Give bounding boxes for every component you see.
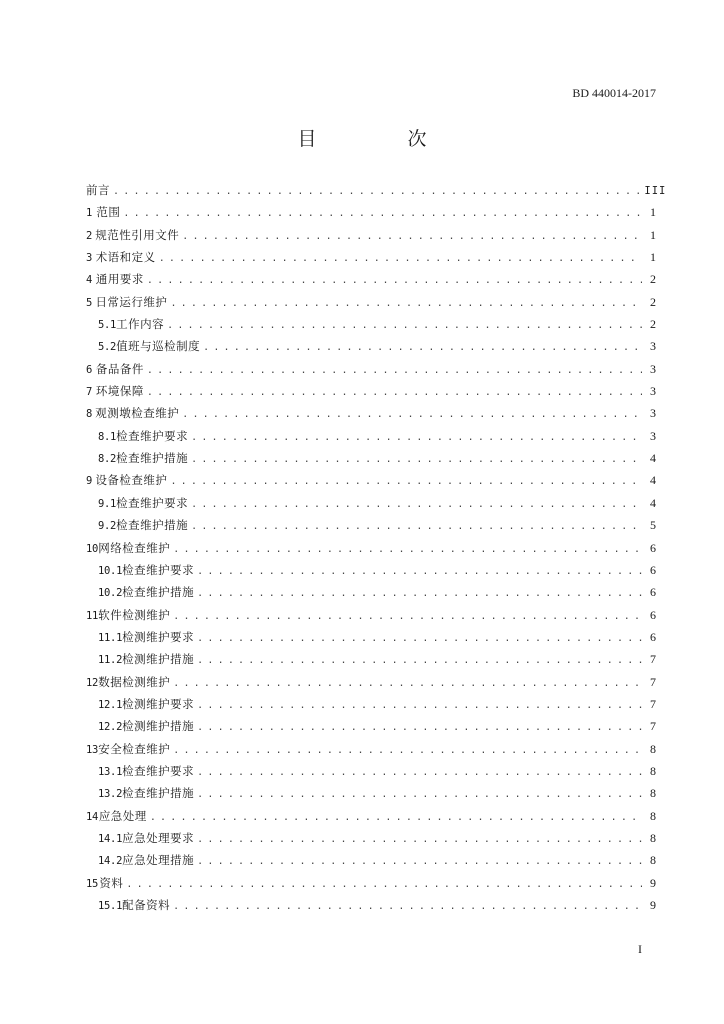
toc-dot-leader bbox=[173, 740, 642, 762]
toc-entry-page: 1 bbox=[650, 205, 656, 220]
toc-entry-page: 7 bbox=[650, 696, 656, 711]
toc-entry-page: 7 bbox=[650, 652, 656, 667]
toc-entry-page: 9 bbox=[650, 875, 656, 890]
toc-dot-leader bbox=[173, 539, 642, 561]
toc-entry-page: 3 bbox=[650, 361, 656, 376]
toc-dot-leader bbox=[197, 628, 642, 650]
toc-entry-number: 9.2 bbox=[98, 520, 117, 533]
toc-entry-page: 8 bbox=[650, 830, 656, 845]
toc-entry-title: 检查维护要求 bbox=[122, 562, 195, 577]
toc-entry-page: 8 bbox=[650, 853, 656, 868]
toc-entry[interactable] bbox=[86, 626, 656, 648]
toc-dot-leader bbox=[173, 606, 642, 628]
page-title: 目 次 bbox=[297, 128, 463, 150]
toc-dot-leader bbox=[147, 382, 642, 404]
toc-entry-title: 检查维护要求 bbox=[122, 763, 195, 778]
toc-entry-page: 9 bbox=[650, 898, 656, 912]
toc-entry-number: 8.1 bbox=[98, 430, 117, 443]
toc-entry-number: 8 bbox=[86, 408, 93, 421]
toc-entry-number: 7 bbox=[86, 386, 93, 399]
toc-entry-number: 15.1 bbox=[98, 900, 123, 912]
toc-dot-leader bbox=[197, 583, 642, 605]
table-of-contents bbox=[86, 179, 667, 916]
toc-entry[interactable] bbox=[86, 469, 656, 491]
toc-dot-leader bbox=[173, 896, 642, 918]
toc-entry-page: 7 bbox=[650, 719, 656, 734]
toc-entry-number: 6 bbox=[86, 363, 93, 376]
toc-entry-page: 3 bbox=[650, 384, 656, 399]
toc-dot-leader bbox=[197, 829, 642, 851]
toc-entry-title: 检查维护措施 bbox=[122, 585, 195, 600]
toc-dot-leader bbox=[203, 337, 642, 359]
toc-dot-leader bbox=[126, 874, 642, 896]
toc-dot-leader bbox=[197, 561, 642, 583]
toc-entry[interactable] bbox=[86, 514, 656, 536]
toc-entry-title: 范围 bbox=[96, 205, 121, 220]
toc-entry-page: 6 bbox=[650, 540, 656, 555]
toc-entry-title: 术语和定义 bbox=[95, 250, 156, 265]
toc-entry-page: III bbox=[644, 185, 667, 197]
toc-entry[interactable] bbox=[86, 224, 656, 246]
toc-entry-title: 配备资料 bbox=[122, 898, 171, 912]
toc-entry[interactable] bbox=[86, 693, 656, 715]
toc-dot-leader bbox=[197, 695, 642, 717]
toc-entry[interactable] bbox=[86, 849, 656, 871]
toc-entry-title: 规范性引用文件 bbox=[95, 227, 180, 242]
toc-entry-page: 1 bbox=[650, 250, 656, 265]
toc-entry-number: 13.1 bbox=[98, 765, 123, 778]
toc-entry-page: 8 bbox=[650, 786, 656, 801]
toc-entry-page: 2 bbox=[650, 272, 656, 287]
toc-entry-title: 应急处理 bbox=[98, 808, 147, 823]
toc-dot-leader bbox=[191, 494, 642, 516]
toc-dot-leader bbox=[197, 851, 642, 873]
toc-entry-page: 7 bbox=[650, 674, 656, 689]
toc-entry-number: 11.2 bbox=[98, 654, 123, 667]
toc-dot-leader bbox=[197, 650, 642, 672]
toc-dot-leader bbox=[170, 293, 642, 315]
toc-dot-leader bbox=[197, 762, 642, 784]
toc-entry[interactable] bbox=[86, 492, 656, 514]
toc-entry[interactable] bbox=[86, 872, 656, 894]
toc-entry[interactable] bbox=[86, 246, 656, 268]
toc-entry-title: 安全检查维护 bbox=[98, 741, 171, 756]
toc-entry-title: 检测维护要求 bbox=[122, 629, 195, 644]
toc-dot-leader bbox=[197, 784, 642, 806]
toc-dot-leader bbox=[182, 404, 642, 426]
toc-entry[interactable] bbox=[86, 894, 656, 916]
toc-entry[interactable] bbox=[86, 715, 656, 737]
toc-entry[interactable] bbox=[86, 559, 656, 581]
toc-entry-number: 14 bbox=[86, 810, 99, 823]
toc-entry-page: 2 bbox=[650, 317, 656, 332]
toc-entry-number: 13 bbox=[86, 743, 99, 756]
toc-entry[interactable] bbox=[86, 760, 656, 782]
toc-entry-page: 6 bbox=[650, 585, 656, 600]
toc-entry[interactable] bbox=[86, 425, 656, 447]
toc-entry-number: 12.1 bbox=[98, 698, 123, 711]
toc-dot-leader bbox=[167, 315, 642, 337]
toc-entry-number: 10.1 bbox=[98, 564, 123, 577]
toc-entry-number: 3 bbox=[86, 252, 93, 265]
toc-entry-title: 网络检查维护 bbox=[98, 540, 171, 555]
toc-entry-title: 检测维护措施 bbox=[122, 652, 195, 667]
toc-entry-title: 数据检测维护 bbox=[98, 674, 171, 689]
toc-entry-page: 8 bbox=[650, 763, 656, 778]
toc-dot-leader bbox=[147, 360, 642, 382]
toc-entry-title: 通用要求 bbox=[95, 272, 144, 287]
toc-entry-number: 14.1 bbox=[98, 832, 123, 845]
toc-dot-leader bbox=[173, 673, 642, 695]
toc-dot-leader bbox=[159, 248, 642, 270]
toc-entry-title: 软件检测维护 bbox=[98, 607, 171, 622]
toc-entry-number: 9 bbox=[86, 475, 93, 488]
toc-entry-number: 5 bbox=[86, 296, 93, 309]
toc-entry-number: 9.1 bbox=[98, 497, 117, 510]
toc-entry[interactable] bbox=[86, 537, 656, 559]
toc-entry-page: 3 bbox=[650, 339, 656, 354]
toc-entry-page: 5 bbox=[650, 518, 656, 533]
toc-entry-title: 前言 bbox=[86, 183, 110, 197]
toc-entry-number: 14.2 bbox=[98, 855, 123, 868]
toc-entry[interactable] bbox=[86, 201, 656, 223]
toc-dot-leader bbox=[182, 226, 642, 248]
toc-entry-page: 3 bbox=[650, 406, 656, 421]
toc-entry[interactable] bbox=[86, 782, 656, 804]
toc-entry[interactable] bbox=[86, 447, 656, 469]
toc-entry-number: 10.2 bbox=[98, 587, 123, 600]
toc-dot-leader bbox=[150, 807, 642, 829]
toc-entry-title: 值班与巡检制度 bbox=[116, 339, 201, 354]
toc-dot-leader bbox=[197, 717, 642, 739]
toc-entry-number: 12 bbox=[86, 676, 99, 689]
toc-entry[interactable] bbox=[86, 738, 656, 760]
toc-entry-title: 观测墩检查维护 bbox=[95, 406, 180, 421]
toc-entry[interactable] bbox=[86, 268, 656, 290]
toc-entry-title: 备品备件 bbox=[95, 361, 144, 376]
toc-entry-number: 8.2 bbox=[98, 453, 117, 466]
page-number: I bbox=[638, 942, 642, 956]
toc-entry-page: 3 bbox=[650, 428, 656, 443]
toc-dot-leader bbox=[147, 270, 642, 292]
toc-entry[interactable] bbox=[86, 581, 656, 603]
toc-entry-title: 日常运行维护 bbox=[95, 294, 168, 309]
toc-entry-title: 检查维护要求 bbox=[116, 495, 189, 510]
toc-entry-title: 检查维护措施 bbox=[116, 451, 189, 466]
toc-dot-leader bbox=[191, 427, 642, 449]
toc-entry[interactable] bbox=[86, 291, 656, 313]
toc-entry[interactable] bbox=[86, 335, 656, 357]
toc-entry-number: 2 bbox=[86, 229, 93, 242]
toc-entry-page: 6 bbox=[650, 629, 656, 644]
toc-entry-title: 检测维护措施 bbox=[122, 719, 195, 734]
toc-entry-number: 15 bbox=[86, 877, 99, 890]
toc-entry-number: 1 bbox=[86, 207, 93, 220]
toc-entry-number: 12.2 bbox=[98, 721, 123, 734]
toc-dot-leader bbox=[191, 449, 642, 471]
toc-entry-page: 8 bbox=[650, 741, 656, 756]
toc-entry-number: 13.2 bbox=[98, 788, 123, 801]
toc-entry[interactable] bbox=[86, 179, 667, 201]
toc-entry-number: 10 bbox=[86, 542, 99, 555]
toc-entry-page: 1 bbox=[650, 227, 656, 242]
toc-dot-leader bbox=[123, 203, 642, 225]
toc-entry-page: 8 bbox=[650, 808, 656, 823]
toc-dot-leader bbox=[170, 471, 642, 493]
toc-entry[interactable] bbox=[86, 604, 656, 626]
toc-entry-title: 工作内容 bbox=[116, 317, 165, 332]
toc-entry[interactable] bbox=[86, 313, 656, 335]
toc-entry-page: 4 bbox=[650, 473, 656, 488]
toc-entry[interactable] bbox=[86, 805, 656, 827]
toc-entry-title: 应急处理要求 bbox=[122, 830, 195, 845]
toc-entry-title: 检查维护要求 bbox=[116, 428, 189, 443]
toc-entry-title: 环境保障 bbox=[95, 384, 144, 399]
toc-dot-leader bbox=[113, 181, 640, 203]
toc-dot-leader bbox=[191, 516, 642, 538]
toc-entry[interactable] bbox=[86, 380, 656, 402]
toc-entry-page: 4 bbox=[650, 495, 656, 510]
toc-entry[interactable] bbox=[86, 402, 656, 424]
toc-entry-number: 5.2 bbox=[98, 341, 117, 354]
toc-entry-page: 6 bbox=[650, 607, 656, 622]
toc-entry-page: 6 bbox=[650, 562, 656, 577]
toc-entry-title: 设备检查维护 bbox=[95, 473, 168, 488]
toc-entry-number: 11.1 bbox=[98, 631, 123, 644]
toc-entry-title: 检查维护措施 bbox=[116, 518, 189, 533]
document-code: BD 440014-2017 bbox=[572, 86, 656, 100]
toc-entry[interactable] bbox=[86, 827, 656, 849]
toc-entry-title: 检查维护措施 bbox=[122, 786, 195, 801]
toc-entry-page: 4 bbox=[650, 451, 656, 466]
toc-entry-page: 2 bbox=[650, 294, 656, 309]
toc-entry-title: 检测维护要求 bbox=[122, 696, 195, 711]
toc-entry[interactable] bbox=[86, 671, 656, 693]
toc-entry[interactable] bbox=[86, 358, 656, 380]
toc-entry-number: 4 bbox=[86, 274, 93, 287]
toc-entry[interactable] bbox=[86, 648, 656, 670]
toc-entry-number: 5.1 bbox=[98, 319, 117, 332]
toc-entry-title: 资料 bbox=[99, 875, 124, 890]
toc-entry-title: 应急处理措施 bbox=[122, 853, 195, 868]
toc-entry-number: 11 bbox=[86, 609, 99, 622]
